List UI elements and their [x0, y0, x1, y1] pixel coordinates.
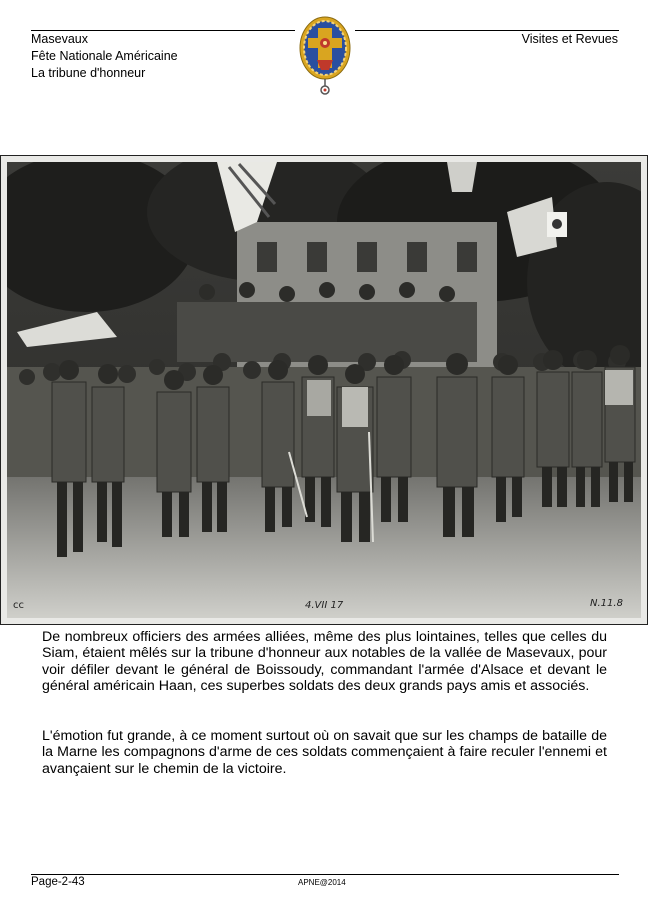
copyright-credit: APNE@2014: [298, 878, 346, 887]
coat-of-arms-icon: [299, 16, 351, 98]
paragraph-officers: De nombreux officiers des armées alliées, même des plus lointaines, telles que celles du Siam, étaient mêlés sur la tribune d'honneur aux notables de la vallée de Masevaux, pour voir défiler devant le général de Boissoudy, commandant l'armée d'Alsace et devant le général américain Haan, ces superbes soldats des deux grands pays amis et associés.: [42, 629, 607, 695]
header-event: Fête Nationale Américaine: [31, 49, 178, 63]
header-section: Visites et Revues: [521, 32, 618, 46]
header-left: [31, 31, 178, 82]
photo-number-mark: N.11.8: [590, 598, 623, 609]
photograph-frame: [0, 155, 648, 625]
parade-photograph: [7, 162, 641, 618]
photo-corner-mark: cc: [13, 600, 24, 611]
page-number: Page-2-43: [31, 876, 85, 888]
paragraph-emotion: L'émotion fut grande, à ce moment surtout où on savait que sur les champs de bataille de la Marne les compagnons d'arme de ces soldats commençaient à faire reculer l'ennemi et avançaient sur le chemin de la victoire.: [42, 728, 607, 777]
header-location: Masevaux: [31, 32, 88, 46]
photo-date-mark: 4.VII 17: [305, 600, 344, 611]
header-subject: La tribune d'honneur: [31, 66, 146, 80]
footer-rule: [31, 874, 619, 875]
